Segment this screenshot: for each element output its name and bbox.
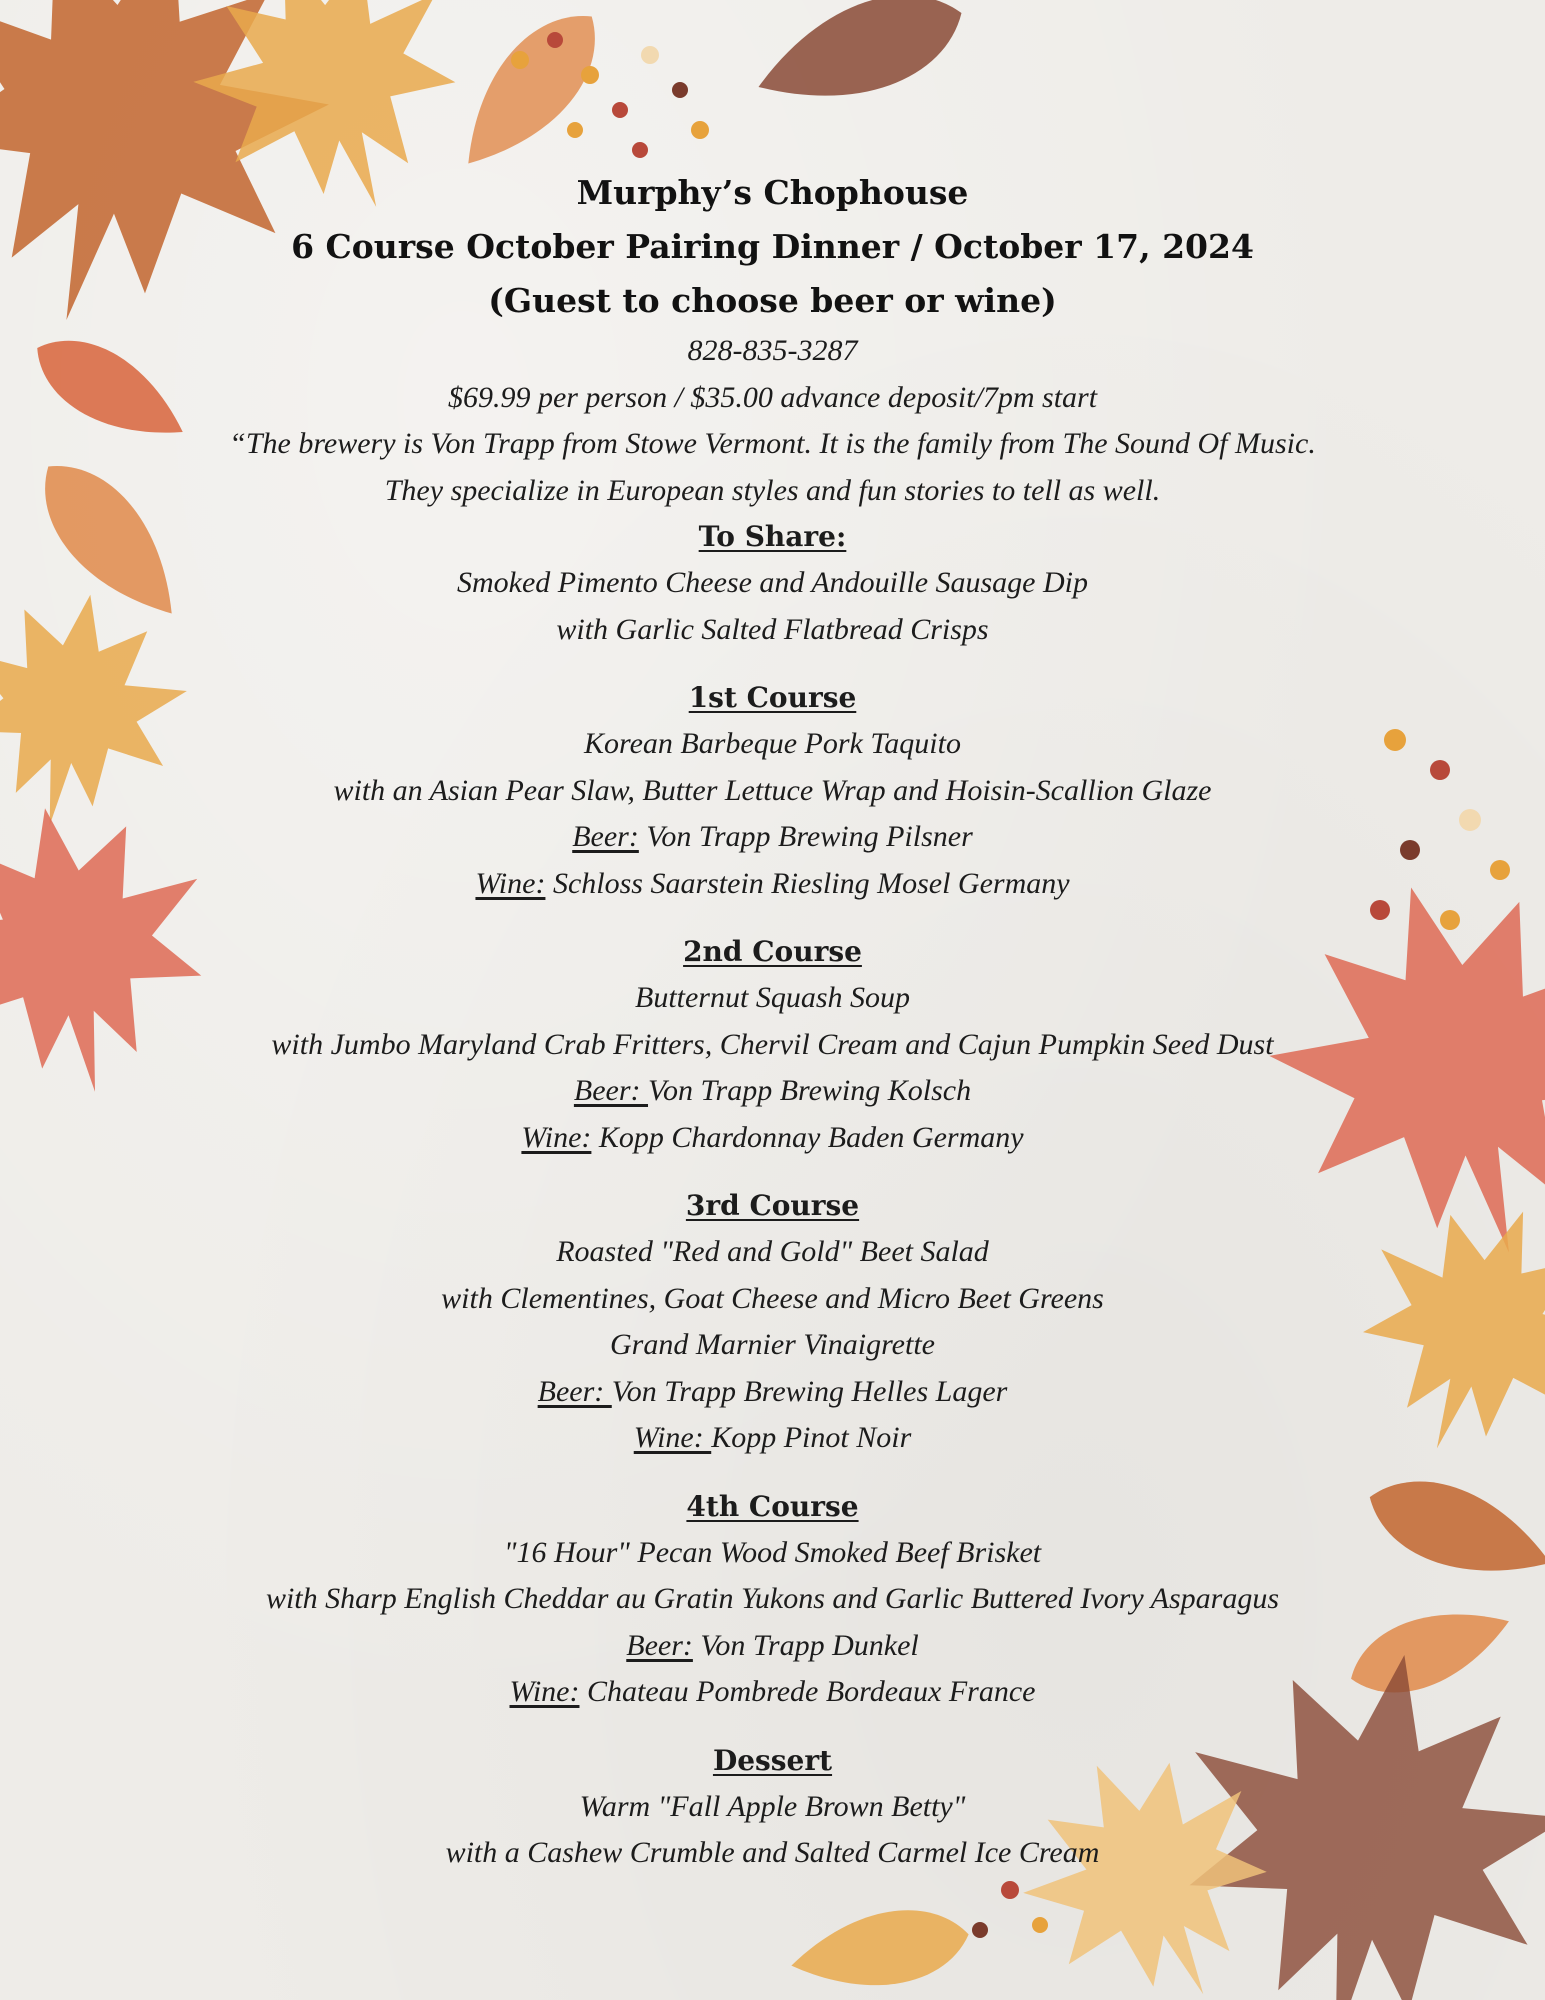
beer-label: Beer:	[626, 1628, 693, 1662]
course-2-beer	[150, 1068, 1395, 1115]
to-share-accompaniment: with Garlic Salted Flatbread Crisps	[556, 612, 989, 646]
event-title: 6 Course October Pairing Dinner / October 17, 2024	[291, 227, 1254, 266]
wine-name: Chateau Pombrede Bordeaux France	[579, 1675, 1036, 1708]
course-3-wine	[150, 1415, 1395, 1462]
course-2-wine	[150, 1115, 1395, 1162]
wine-name: Kopp Pinot Noir	[711, 1421, 912, 1454]
course-2-dish: Butternut Squash Soup	[635, 981, 910, 1014]
course-3-heading: 3rd Course	[685, 1189, 860, 1222]
wine-label: Wine:	[509, 1675, 580, 1708]
beer-name: Von Trapp Dunkel	[692, 1628, 919, 1662]
dessert-accompaniment: with a Cashew Crumble and Salted Carmel Ice Cream	[445, 1836, 1100, 1869]
course-4-wine	[150, 1669, 1395, 1716]
phone-number: 828-835-3287	[687, 334, 858, 367]
wine-name: Schloss Saarstein Riesling Mosel Germany	[545, 866, 1070, 900]
course-1-beer	[150, 814, 1395, 861]
beer-name: Von Trapp Brewing Helles Lager	[611, 1374, 1008, 1408]
course-4-heading: 4th Course	[686, 1489, 859, 1523]
course-1-heading: 1st Course	[688, 681, 857, 714]
wine-name: Kopp Chardonnay Baden Germany	[591, 1120, 1024, 1154]
brewery-quote-line-1: “The brewery is Von Trapp from Stowe Vermont. It is the family from The Sound Of Music.	[229, 427, 1316, 460]
course-1-dish: Korean Barbeque Pork Taquito	[584, 727, 961, 760]
beer-name: Von Trapp Brewing Kolsch	[648, 1074, 972, 1107]
course-4-beer	[150, 1623, 1395, 1670]
to-share-heading: To Share:	[698, 520, 847, 553]
course-4-dish: "16 Hour" Pecan Wood Smoked Beef Brisket	[503, 1535, 1042, 1569]
to-share-dish: Smoked Pimento Cheese and Andouille Sausage Dip	[457, 566, 1088, 599]
course-2-accompaniment: with Jumbo Maryland Crab Fritters, Chervil Cream and Cajun Pumpkin Seed Dust	[271, 1027, 1274, 1061]
course-4-accompaniment: with Sharp English Cheddar au Gratin Yukons and Garlic Buttered Ivory Asparagus	[265, 1582, 1280, 1615]
restaurant-name: Murphy’s Chophouse	[576, 173, 969, 212]
course-2-heading: 2nd Course	[683, 935, 862, 968]
beer-label: Beer:	[537, 1374, 612, 1408]
course-3-accompaniment: with Clementines, Goat Cheese and Micro Beet Greens	[441, 1281, 1104, 1315]
beer-label: Beer:	[572, 820, 639, 853]
menu-content	[150, 166, 1395, 1877]
price-line: $69.99 per person / $35.00 advance deposit/7pm start	[447, 380, 1098, 414]
course-1-accompaniment: with an Asian Pear Slaw, Butter Lettuce Wrap and Hoisin-Scallion Glaze	[333, 773, 1212, 807]
wine-label: Wine:	[521, 1120, 592, 1154]
guest-choice-note: (Guest to choose beer or wine)	[488, 281, 1057, 320]
wine-label: Wine:	[633, 1421, 712, 1454]
dessert-heading: Dessert	[712, 1743, 833, 1777]
course-3-dish: Roasted "Red and Gold" Beet Salad	[556, 1235, 989, 1268]
wine-label: Wine:	[475, 866, 546, 900]
brewery-quote-line-2: They specialize in European styles and fun stories to tell as well.	[384, 473, 1161, 507]
course-1-wine	[150, 861, 1395, 908]
dessert-dish: Warm "Fall Apple Brown Betty"	[579, 1789, 966, 1823]
course-3-dressing: Grand Marnier Vinaigrette	[610, 1328, 935, 1361]
beer-name: Von Trapp Brewing Pilsner	[638, 820, 973, 853]
beer-label: Beer:	[573, 1074, 649, 1107]
course-3-beer	[150, 1369, 1395, 1416]
